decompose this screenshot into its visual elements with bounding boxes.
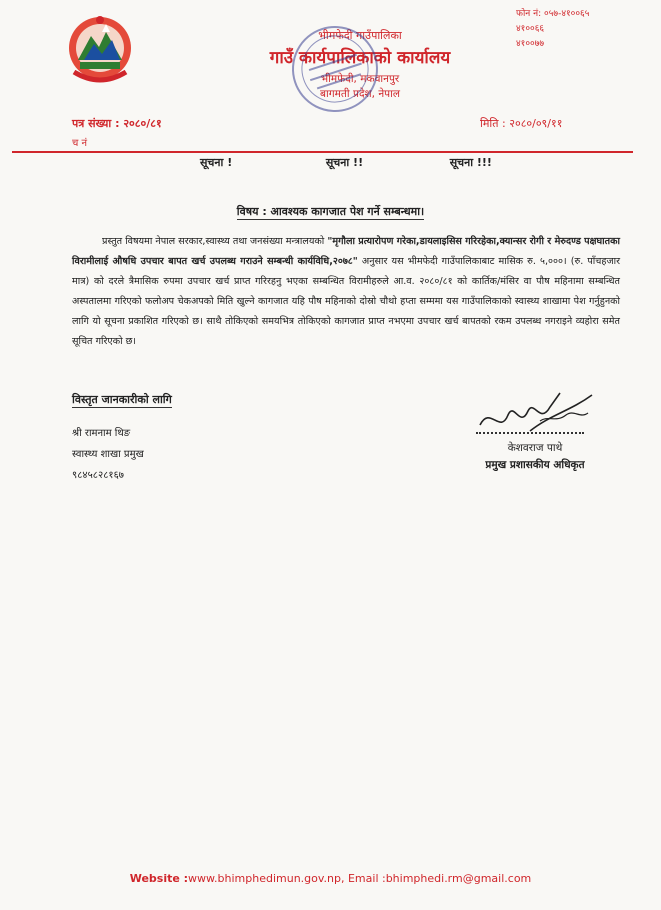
address-line: भीमफेदी, मकवानपुर bbox=[320, 73, 400, 85]
body-intro: प्रस्तुत विषयमा नेपाल सरकार,स्वास्थ्य तथा जनसंख्या मन्त्रालयको bbox=[102, 236, 328, 247]
phone-number: ४१००६६ bbox=[516, 24, 545, 34]
contact-block bbox=[72, 423, 144, 486]
nepal-emblem-icon bbox=[66, 14, 134, 86]
handwritten-signature-icon bbox=[470, 385, 600, 443]
subject-text: विषय : आवश्यक कागजात पेश गर्ने सम्बन्धमा। bbox=[236, 205, 425, 218]
chalani-label: च नं bbox=[72, 138, 88, 149]
signatory-title: प्रमुख प्रशासकीय अधिकृत bbox=[485, 459, 585, 471]
procedure-name: "मृगौला प्रत्यारोपण गरेका,डायलाइसिस गरिरहेका,क्यान्सर रोगी र मेरुदण्ड पक्षघातका विरामीलाई औषधि उपचार बापत खर्च उपलब्ध गराउने सम्बन्धी कार्यविधि,२०७८" bbox=[72, 236, 620, 267]
signatory-block bbox=[455, 440, 615, 474]
website-label: Website : bbox=[129, 872, 189, 885]
signatory-name: केशवराज पाथे bbox=[507, 442, 563, 454]
phone-block bbox=[516, 7, 589, 52]
notice-heading: सूचना !!! bbox=[449, 156, 492, 169]
header-divider bbox=[12, 151, 633, 153]
office-stamp-icon bbox=[288, 22, 383, 117]
phone-number: ०५७-४१००६५ bbox=[544, 9, 590, 19]
email-link[interactable]: bhimphedi.rm@gmail.com bbox=[385, 872, 532, 885]
more-info-heading: विस्तृत जानकारीको लागि bbox=[72, 393, 172, 406]
date-label: मिति : bbox=[480, 117, 506, 130]
website-link[interactable]: www.bhimphedimun.gov.np bbox=[188, 872, 341, 885]
address-line: बागमती प्रदेश, नेपाल bbox=[320, 88, 400, 100]
phone-label: फोन नं: bbox=[516, 9, 542, 19]
body-rest: अनुसार यस भीमफेदी गाउँपालिकाबाट मासिक रु. ५,०००। (रु. पाँचहजार मात्र) को दरले त्रैमासिक रुपमा उपचार खर्च प्राप्त गरिरहनु भएका सम्बन्धित विरामीहरुले आ.व. २०८०/८१ को कार्तिक/मंसिर वा पौष महिनामा सम्बन्धित अस्पतालमा गरिएको फलोअप चेकअपको मिति खुल्ने कागजात यहि पौष महिनाको दोस्रो चौथो हप्ता सम्ममा यस गाउँपालिकाको स्वास्थ्य शाखामा पेश गर्नुहुनको लागि यो सूचना प्रकाशित गरिएको छ। साथै तोकिएको समयभित्र तोकिएको कागजात प्राप्त नभएमा उपचार खर्च बापतको रकम उपलब्ध नगराइने व्यहोरा समेत सूचित गरिएको छ। bbox=[72, 256, 620, 347]
notice-heading: सूचना !! bbox=[325, 156, 364, 169]
reference-number bbox=[72, 116, 162, 131]
notice-heading: सूचना ! bbox=[200, 156, 233, 169]
footer-contact bbox=[0, 872, 661, 885]
contact-position: स्वास्थ्य शाखा प्रमुख bbox=[72, 449, 144, 460]
signature-dotted-line bbox=[476, 432, 584, 434]
reference-label: पत्र संख्या : bbox=[72, 117, 120, 130]
notice-headings bbox=[200, 155, 492, 170]
palika-name: भीमफेदी गाउँपालिका bbox=[318, 29, 402, 42]
office-title: गाउँ कार्यपालिकाको कार्यालय bbox=[269, 48, 451, 68]
phone-number: ४१००७७ bbox=[516, 39, 545, 49]
contact-name: श्री रामनाम थिङ bbox=[72, 428, 131, 439]
date-value: २०८०/०९/११ bbox=[509, 117, 563, 130]
email-label: , Email : bbox=[340, 872, 386, 885]
contact-phone: ९८४५८२८१६७ bbox=[72, 470, 124, 481]
notice-body bbox=[72, 232, 620, 352]
reference-value: २०८०/८१ bbox=[123, 117, 162, 130]
letter-date bbox=[480, 116, 562, 131]
subject-line bbox=[0, 204, 661, 219]
